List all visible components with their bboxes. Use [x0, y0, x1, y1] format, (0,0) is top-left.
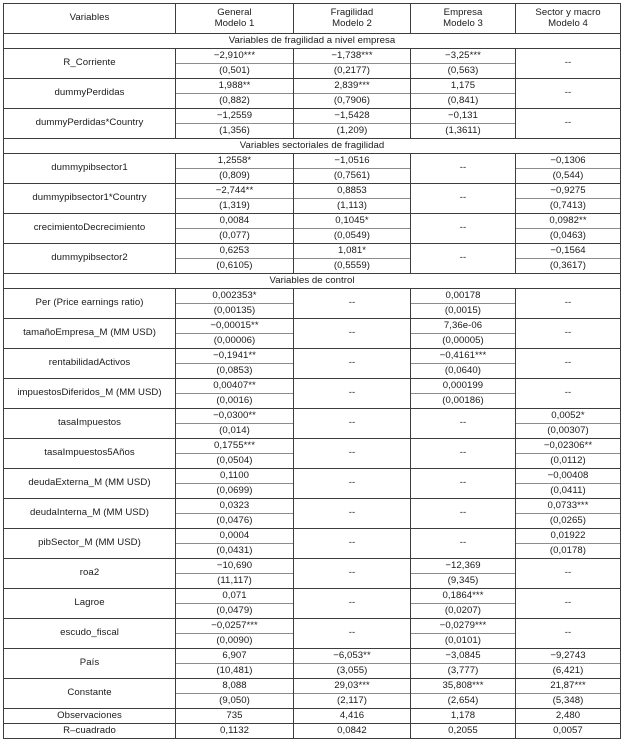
coefficient-value: −1,738*** — [294, 49, 410, 64]
coefficient-cell-m3 — [411, 649, 516, 679]
coefficient-value: 0,6253 — [176, 244, 293, 259]
coefficient-cell-m1 — [176, 619, 294, 649]
coefficient-value: 29,03*** — [294, 679, 410, 694]
standard-error-value: (0,0699) — [216, 485, 253, 496]
summary-cell-m3: 1,178 — [411, 709, 516, 724]
coefficient-cell-m4: -- — [516, 79, 621, 109]
coefficient-value: 0,0323 — [176, 499, 293, 514]
coefficient-cell-m4 — [516, 214, 621, 244]
standard-error-value: (2,117) — [336, 695, 368, 706]
summary-cell-variable: Observaciones — [4, 709, 176, 724]
coefficient-value: −2,910*** — [176, 49, 293, 64]
table-row — [4, 49, 621, 79]
coefficient-value: −9,2743 — [516, 649, 620, 664]
coefficient-cell-m2: -- — [294, 349, 411, 379]
table-row — [4, 409, 621, 439]
section-title-fragilidad-empresa: Variables de fragilidad a nivel empresa — [4, 34, 621, 49]
summary-cell-m1: 735 — [176, 709, 294, 724]
coefficient-cell-m2: -- — [294, 379, 411, 409]
table-row — [4, 379, 621, 409]
summary-cell-m3: 0,2055 — [411, 724, 516, 739]
variable-name-cell: dummypibsector2 — [4, 244, 176, 274]
standard-error-value: (0,00307) — [547, 425, 589, 436]
column-header-line2: Modelo 1 — [214, 17, 255, 29]
table-row — [4, 214, 621, 244]
standard-error-value: (1,113) — [336, 200, 368, 211]
coefficient-cell-m3 — [411, 559, 516, 589]
coefficient-cell-m3: -- — [411, 469, 516, 499]
coefficient-cell-m2 — [294, 109, 411, 139]
coefficient-cell-m1 — [176, 109, 294, 139]
coefficient-value: 0,8853 — [294, 184, 410, 199]
standard-error-value: (2,654) — [447, 695, 479, 706]
coefficient-cell-m4 — [516, 499, 621, 529]
coefficient-cell-m4: -- — [516, 619, 621, 649]
standard-error-value: (0,3617) — [549, 260, 587, 271]
standard-error-value: (0,0463) — [549, 230, 587, 241]
variable-name-cell: tasaImpuestos5Años — [4, 439, 176, 469]
summary-row — [4, 724, 621, 739]
coefficient-value: −12,369 — [411, 559, 515, 574]
standard-error-value: (9,050) — [219, 695, 250, 706]
table-row — [4, 469, 621, 499]
standard-error-value: (0,0090) — [216, 635, 253, 646]
standard-error-value: (0,841) — [447, 95, 479, 106]
column-header-modelo3 — [411, 4, 516, 34]
coefficient-cell-m4 — [516, 184, 621, 214]
table-row — [4, 679, 621, 709]
coefficient-cell-m3 — [411, 49, 516, 79]
standard-error-value: (0,077) — [219, 230, 250, 241]
coefficient-cell-m4 — [516, 244, 621, 274]
standard-error-value: (0,00135) — [213, 305, 256, 316]
coefficient-cell-m4: -- — [516, 559, 621, 589]
table-row — [4, 79, 621, 109]
standard-error-value: (0,014) — [219, 425, 250, 436]
coefficient-cell-m2 — [294, 679, 411, 709]
coefficient-cell-m4: -- — [516, 379, 621, 409]
coefficient-value: 0,1045* — [294, 214, 410, 229]
coefficient-value: −0,4161*** — [411, 349, 515, 364]
coefficient-cell-m3 — [411, 349, 516, 379]
variable-name-cell: pibSector_M (MM USD) — [4, 529, 176, 559]
summary-cell-m1: 0,1132 — [176, 724, 294, 739]
table-row — [4, 154, 621, 184]
variable-name-cell: dummyPerdidas — [4, 79, 176, 109]
standard-error-value: (0,0476) — [216, 515, 253, 526]
coefficient-cell-m2: -- — [294, 559, 411, 589]
coefficient-value: 0,071 — [176, 589, 293, 604]
standard-error-value: (0,00186) — [442, 395, 484, 406]
table-row — [4, 109, 621, 139]
variable-name-cell: deudaExterna_M (MM USD) — [4, 469, 176, 499]
coefficient-cell-m1 — [176, 319, 294, 349]
coefficient-cell-m3 — [411, 319, 516, 349]
coefficient-value: 0,01922 — [516, 529, 620, 544]
coefficient-value: 35,808*** — [411, 679, 515, 694]
coefficient-cell-m2 — [294, 244, 411, 274]
coefficient-cell-m4 — [516, 469, 621, 499]
variable-name-cell: rentabilidadActivos — [4, 349, 176, 379]
variable-name-cell: deudaInterna_M (MM USD) — [4, 499, 176, 529]
coefficient-cell-m3 — [411, 379, 516, 409]
standard-error-value: (0,0265) — [549, 515, 587, 526]
variable-name-cell: escudo_fiscal — [4, 619, 176, 649]
standard-error-value: (0,2177) — [333, 65, 371, 76]
coefficient-cell-m1 — [176, 244, 294, 274]
coefficient-cell-m3: -- — [411, 529, 516, 559]
standard-error-value: (0,809) — [219, 170, 250, 181]
coefficient-cell-m3: -- — [411, 409, 516, 439]
column-header-modelo1 — [176, 4, 294, 34]
coefficient-value: −0,00015** — [176, 319, 293, 334]
coefficient-cell-m2 — [294, 79, 411, 109]
coefficient-cell-m3 — [411, 79, 516, 109]
standard-error-value: (0,0431) — [216, 545, 253, 556]
coefficient-cell-m3: -- — [411, 184, 516, 214]
coefficient-cell-m4 — [516, 409, 621, 439]
variable-name-cell: Constante — [4, 679, 176, 709]
table-header-row — [4, 4, 621, 34]
coefficient-value: −1,2559 — [176, 109, 293, 124]
coefficient-cell-m3: -- — [411, 214, 516, 244]
coefficient-cell-m4 — [516, 649, 621, 679]
coefficient-cell-m1 — [176, 589, 294, 619]
standard-error-value: (1,319) — [219, 200, 250, 211]
standard-error-value: (0,0411) — [550, 485, 586, 496]
coefficient-cell-m2 — [294, 214, 411, 244]
coefficient-cell-m1 — [176, 679, 294, 709]
coefficient-cell-m1 — [176, 349, 294, 379]
coefficient-value: −0,00408 — [516, 469, 620, 484]
standard-error-value: (0,0015) — [444, 305, 482, 316]
coefficient-cell-m1 — [176, 49, 294, 79]
table-row — [4, 184, 621, 214]
coefficient-cell-m1 — [176, 439, 294, 469]
coefficient-value: 0,0982** — [516, 214, 620, 229]
coefficient-value: 2,839*** — [294, 79, 410, 94]
column-header-line2: Modelo 2 — [332, 17, 372, 29]
coefficient-cell-m2: -- — [294, 289, 411, 319]
regression-results-table — [3, 3, 621, 739]
standard-error-value: (0,0853) — [216, 365, 253, 376]
coefficient-cell-m4 — [516, 679, 621, 709]
coefficient-value: 0,0052* — [516, 409, 620, 424]
column-header-line1: Sector y macro — [535, 6, 601, 18]
coefficient-cell-m4: -- — [516, 109, 621, 139]
coefficient-cell-m2 — [294, 49, 411, 79]
coefficient-cell-m3: -- — [411, 499, 516, 529]
column-header-modelo2 — [294, 4, 411, 34]
coefficient-cell-m2: -- — [294, 619, 411, 649]
coefficient-cell-m4: -- — [516, 319, 621, 349]
coefficient-cell-m1 — [176, 529, 294, 559]
standard-error-value: (0,6105) — [216, 260, 253, 271]
section-title-fragilidad-sectorial: Variables sectoriales de fragilidad — [4, 139, 621, 154]
coefficient-cell-m4 — [516, 439, 621, 469]
standard-error-value: (0,5559) — [333, 260, 371, 271]
standard-error-value: (6,421) — [552, 665, 584, 676]
variable-name-cell: País — [4, 649, 176, 679]
coefficient-value: 7,36e-06 — [411, 319, 515, 334]
coefficient-cell-m3 — [411, 289, 516, 319]
standard-error-value: (0,563) — [447, 65, 479, 76]
standard-error-value: (1,3611) — [445, 125, 481, 136]
variable-name-cell: tasaImpuestos — [4, 409, 176, 439]
coefficient-value: −0,0257*** — [176, 619, 293, 634]
column-header-modelo4 — [516, 4, 621, 34]
coefficient-cell-m3 — [411, 679, 516, 709]
standard-error-value: (3,055) — [336, 665, 368, 676]
table-row — [4, 619, 621, 649]
table-row — [4, 244, 621, 274]
section-title-control: Variables de control — [4, 274, 621, 289]
standard-error-value: (0,0112) — [550, 455, 586, 466]
coefficient-cell-m2 — [294, 649, 411, 679]
coefficient-value: 21,87*** — [516, 679, 620, 694]
coefficient-value: −0,9275 — [516, 184, 620, 199]
variable-name-cell: dummyPerdidas*Country — [4, 109, 176, 139]
coefficient-cell-m2: -- — [294, 529, 411, 559]
coefficient-cell-m1 — [176, 214, 294, 244]
coefficient-cell-m3 — [411, 109, 516, 139]
summary-cell-m4: 0,0057 — [516, 724, 621, 739]
standard-error-value: (0,00005) — [442, 335, 484, 346]
coefficient-cell-m1 — [176, 379, 294, 409]
variable-name-cell: impuestosDiferidos_M (MM USD) — [4, 379, 176, 409]
coefficient-value: 0,1100 — [176, 469, 293, 484]
column-header-line1: Variables — [69, 12, 110, 24]
standard-error-value: (0,0207) — [444, 605, 482, 616]
coefficient-cell-m1 — [176, 289, 294, 319]
coefficient-value: 0,00407** — [176, 379, 293, 394]
standard-error-value: (0,0640) — [444, 365, 482, 376]
coefficient-value: 6,907 — [176, 649, 293, 664]
coefficient-value: 1,988** — [176, 79, 293, 94]
coefficient-value: 0,002353* — [176, 289, 293, 304]
table-row — [4, 649, 621, 679]
standard-error-value: (0,7413) — [549, 200, 587, 211]
coefficient-cell-m1 — [176, 469, 294, 499]
coefficient-cell-m1 — [176, 409, 294, 439]
coefficient-cell-m2 — [294, 184, 411, 214]
summary-cell-m4: 2,480 — [516, 709, 621, 724]
coefficient-cell-m1 — [176, 184, 294, 214]
coefficient-cell-m1 — [176, 499, 294, 529]
coefficient-cell-m2: -- — [294, 589, 411, 619]
coefficient-cell-m3 — [411, 589, 516, 619]
variable-name-cell: crecimientoDecrecimiento — [4, 214, 176, 244]
standard-error-value: (0,0101) — [444, 635, 482, 646]
coefficient-cell-m3 — [411, 619, 516, 649]
section-header-row — [4, 34, 621, 49]
column-header-line1: General — [217, 6, 252, 18]
coefficient-cell-m4: -- — [516, 349, 621, 379]
coefficient-cell-m2: -- — [294, 409, 411, 439]
table-row — [4, 559, 621, 589]
column-header-variables — [4, 4, 176, 34]
coefficient-cell-m2: -- — [294, 469, 411, 499]
variable-name-cell: dummypibsector1 — [4, 154, 176, 184]
standard-error-value: (0,7561) — [333, 170, 371, 181]
coefficient-value: −0,131 — [411, 109, 515, 124]
table-row — [4, 499, 621, 529]
coefficient-cell-m2: -- — [294, 439, 411, 469]
standard-error-value: (0,0178) — [549, 545, 587, 556]
coefficient-value: 1,2558* — [176, 154, 293, 169]
coefficient-cell-m1 — [176, 649, 294, 679]
coefficient-value: 0,0004 — [176, 529, 293, 544]
summary-cell-variable: R–cuadrado — [4, 724, 176, 739]
standard-error-value: (9,345) — [447, 575, 479, 586]
coefficient-cell-m2: -- — [294, 499, 411, 529]
coefficient-value: 0,0733*** — [516, 499, 620, 514]
variable-name-cell: roa2 — [4, 559, 176, 589]
coefficient-value: −3,25*** — [411, 49, 515, 64]
section-header-row — [4, 274, 621, 289]
table-row — [4, 439, 621, 469]
coefficient-cell-m4 — [516, 154, 621, 184]
section-header-row — [4, 139, 621, 154]
standard-error-value: (0,544) — [552, 170, 584, 181]
variable-name-cell: Lagroe — [4, 589, 176, 619]
coefficient-value: 0,000199 — [411, 379, 515, 394]
standard-error-value: (0,882) — [219, 95, 250, 106]
table-row — [4, 319, 621, 349]
variable-name-cell: dummypibsector1*Country — [4, 184, 176, 214]
coefficient-value: −0,1306 — [516, 154, 620, 169]
coefficient-value: 0,1864*** — [411, 589, 515, 604]
coefficient-value: 0,1755*** — [176, 439, 293, 454]
variable-name-cell: Per (Price earnings ratio) — [4, 289, 176, 319]
coefficient-value: −1,0516 — [294, 154, 410, 169]
coefficient-value: 0,00178 — [411, 289, 515, 304]
column-header-line1: Empresa — [443, 6, 483, 18]
coefficient-cell-m2 — [294, 154, 411, 184]
coefficient-cell-m1 — [176, 79, 294, 109]
summary-cell-m2: 4,416 — [294, 709, 411, 724]
standard-error-value: (11,117) — [217, 575, 252, 586]
table-row — [4, 589, 621, 619]
variable-name-cell: R_Corriente — [4, 49, 176, 79]
coefficient-cell-m4: -- — [516, 289, 621, 319]
coefficient-value: −0,0279*** — [411, 619, 515, 634]
table-body — [4, 4, 621, 739]
standard-error-value: (0,0504) — [216, 455, 253, 466]
standard-error-value: (0,00006) — [213, 335, 256, 346]
standard-error-value: (0,0479) — [216, 605, 253, 616]
standard-error-value: (0,501) — [219, 65, 250, 76]
coefficient-value: 0,0084 — [176, 214, 293, 229]
coefficient-cell-m2: -- — [294, 319, 411, 349]
coefficient-value: −6,053** — [294, 649, 410, 664]
coefficient-value: 1,081* — [294, 244, 410, 259]
coefficient-value: −0,0300** — [176, 409, 293, 424]
standard-error-value: (10,481) — [216, 665, 253, 676]
coefficient-value: −10,690 — [176, 559, 293, 574]
summary-row — [4, 709, 621, 724]
coefficient-value: −0,1941** — [176, 349, 293, 364]
coefficient-cell-m4: -- — [516, 589, 621, 619]
coefficient-cell-m3: -- — [411, 244, 516, 274]
column-header-line2: Modelo 4 — [548, 17, 588, 29]
coefficient-cell-m4: -- — [516, 49, 621, 79]
table-row — [4, 289, 621, 319]
column-header-line1: Fragilidad — [330, 6, 374, 18]
coefficient-value: −1,5428 — [294, 109, 410, 124]
coefficient-cell-m1 — [176, 559, 294, 589]
coefficient-value: −2,744** — [176, 184, 293, 199]
coefficient-value: −0,02306** — [516, 439, 620, 454]
standard-error-value: (3,777) — [447, 665, 479, 676]
table-row — [4, 529, 621, 559]
standard-error-value: (1,209) — [336, 125, 368, 136]
coefficient-value: 8,088 — [176, 679, 293, 694]
column-header-line2: Modelo 3 — [443, 17, 483, 29]
coefficient-cell-m1 — [176, 154, 294, 184]
standard-error-value: (0,0016) — [216, 395, 253, 406]
coefficient-cell-m4 — [516, 529, 621, 559]
coefficient-value: 1,175 — [411, 79, 515, 94]
standard-error-value: (1,356) — [219, 125, 250, 136]
coefficient-cell-m3: -- — [411, 439, 516, 469]
standard-error-value: (0,7906) — [333, 95, 371, 106]
coefficient-value: −3,0845 — [411, 649, 515, 664]
standard-error-value: (0,0549) — [333, 230, 371, 241]
summary-cell-m2: 0,0842 — [294, 724, 411, 739]
standard-error-value: (5,348) — [552, 695, 584, 706]
variable-name-cell: tamañoEmpresa_M (MM USD) — [4, 319, 176, 349]
table-row — [4, 349, 621, 379]
coefficient-value: −0,1564 — [516, 244, 620, 259]
coefficient-cell-m3: -- — [411, 154, 516, 184]
